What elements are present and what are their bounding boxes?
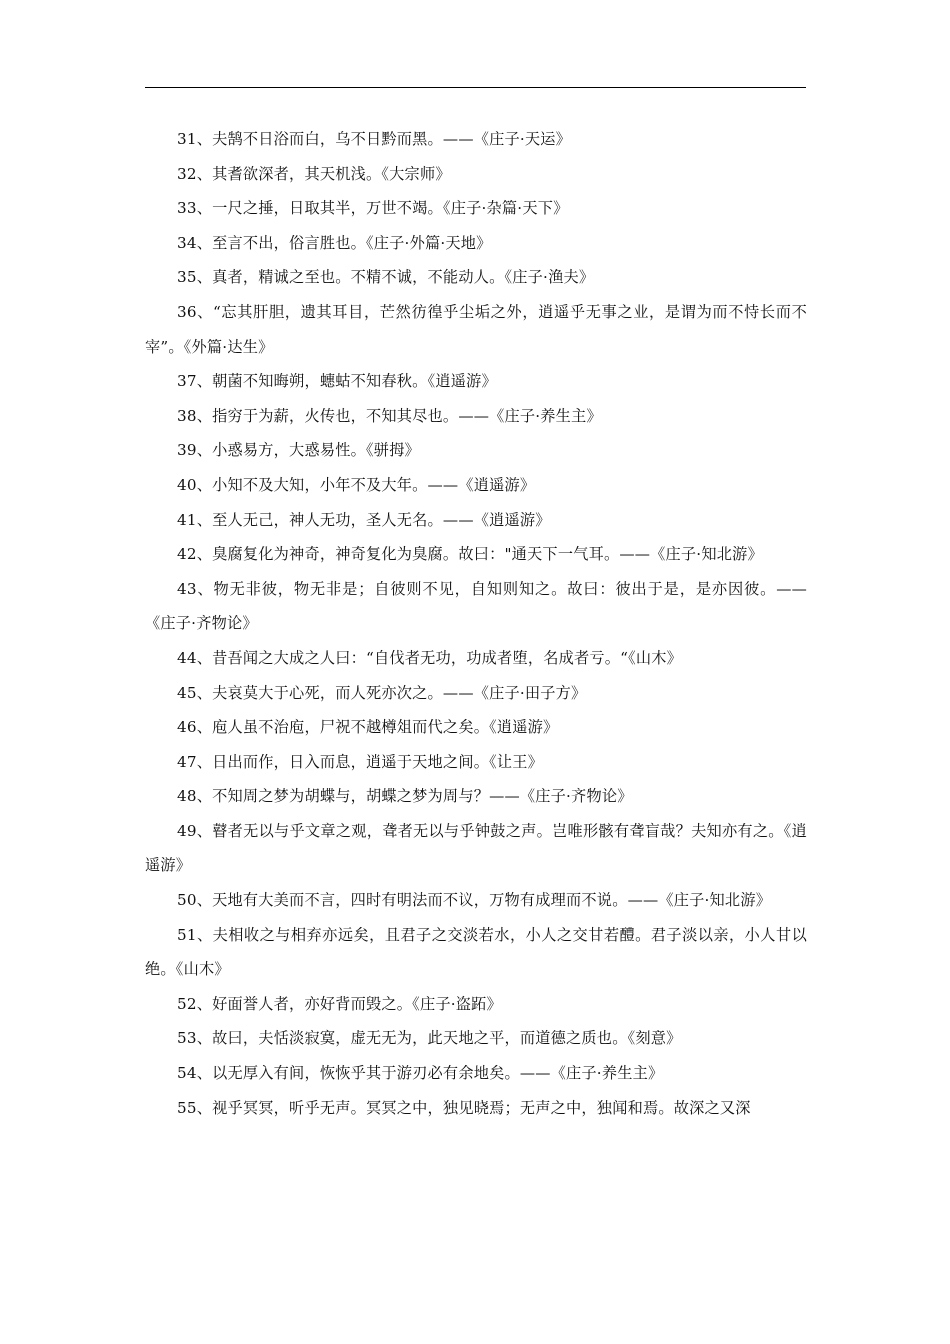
quote-paragraph: 51、夫相收之与相弃亦远矣，且君子之交淡若水，小人之交甘若醴。君子淡以亲，小人甘以绝。《山木》: [145, 925, 807, 979]
quote-paragraph: 54、以无厚入有间，恢恢乎其于游刃必有余地矣。——《庄子·养生主》: [177, 1064, 664, 1083]
quote-paragraph: 37、朝菌不知晦朔，蟪蛄不知春秋。《逍遥游》: [177, 372, 497, 391]
quote-paragraph: 41、至人无己，神人无功，圣人无名。——《逍遥游》: [177, 510, 551, 529]
quote-paragraph: 39、小惑易方，大惑易性。《骈拇》: [177, 441, 420, 460]
quote-paragraph: 38、指穷于为薪，火传也，不知其尽也。——《庄子·养生主》: [177, 406, 602, 425]
quote-paragraph: 36、“忘其肝胆，遗其耳目，芒然彷徨乎尘垢之外，逍遥乎无事之业，是谓为而不恃长而不宰”。《外篇·达生》: [145, 302, 807, 356]
quote-paragraph: 44、昔吾闻之大成之人曰：“自伐者无功，功成者堕，名成者亏。“《山木》: [177, 648, 683, 667]
quote-paragraph: 34、至言不出，俗言胜也。《庄子·外篇·天地》: [177, 233, 492, 252]
quote-paragraph: 49、瞽者无以与乎文章之观，聋者无以与乎钟鼓之声。岂唯形骸有聋盲哉？夫知亦有之。《逍遥游》: [145, 821, 807, 875]
quote-paragraph: 50、天地有大美而不言，四时有明法而不议，万物有成理而不说。——《庄子·知北游》: [177, 891, 772, 910]
quote-paragraph: 40、小知不及大知，小年不及大年。——《逍遥游》: [177, 475, 536, 494]
quote-paragraph: 33、一尺之捶，日取其半，万世不竭。《庄子·杂篇·天下》: [177, 199, 569, 218]
quote-paragraph: 46、庖人虽不治庖，尸祝不越樽俎而代之矣。《逍遥游》: [177, 718, 559, 737]
quote-paragraph: 45、夫哀莫大于心死，而人死亦次之。——《庄子·田子方》: [177, 683, 587, 702]
quote-paragraph: 48、不知周之梦为胡蝶与，胡蝶之梦为周与？——《庄子·齐物论》: [177, 787, 633, 806]
quote-paragraph: 52、好面誉人者，亦好背而毁之。《庄子·盗跖》: [177, 994, 502, 1013]
quote-paragraph: 53、故曰，夫恬淡寂寞，虚无无为，此天地之平，而道德之质也。《刻意》: [177, 1029, 682, 1048]
header-rule: [145, 87, 806, 88]
document-body: [145, 122, 807, 1125]
quote-paragraph: 32、其耆欲深者，其天机浅。《大宗师》: [177, 164, 451, 183]
quote-paragraph: 31、夫鹄不日浴而白，乌不日黔而黑。——《庄子·天运》: [177, 130, 572, 148]
quote-paragraph: 35、真者，精诚之至也。不精不诚，不能动人。《庄子·渔夫》: [177, 268, 595, 287]
quote-paragraph: 42、臭腐复化为神奇，神奇复化为臭腐。故曰："通天下一气耳。——《庄子·知北游》: [177, 545, 763, 564]
quote-paragraph: 43、物无非彼，物无非是；自彼则不见，自知则知之。故曰：彼出于是，是亦因彼。——《庄子·齐物论》: [145, 579, 807, 633]
quote-paragraph: 55、视乎冥冥，听乎无声。冥冥之中，独见晓焉；无声之中，独闻和焉。故深之又深: [177, 1098, 751, 1117]
quote-paragraph: 47、日出而作，日入而息，逍遥于天地之间。《让王》: [177, 752, 544, 771]
